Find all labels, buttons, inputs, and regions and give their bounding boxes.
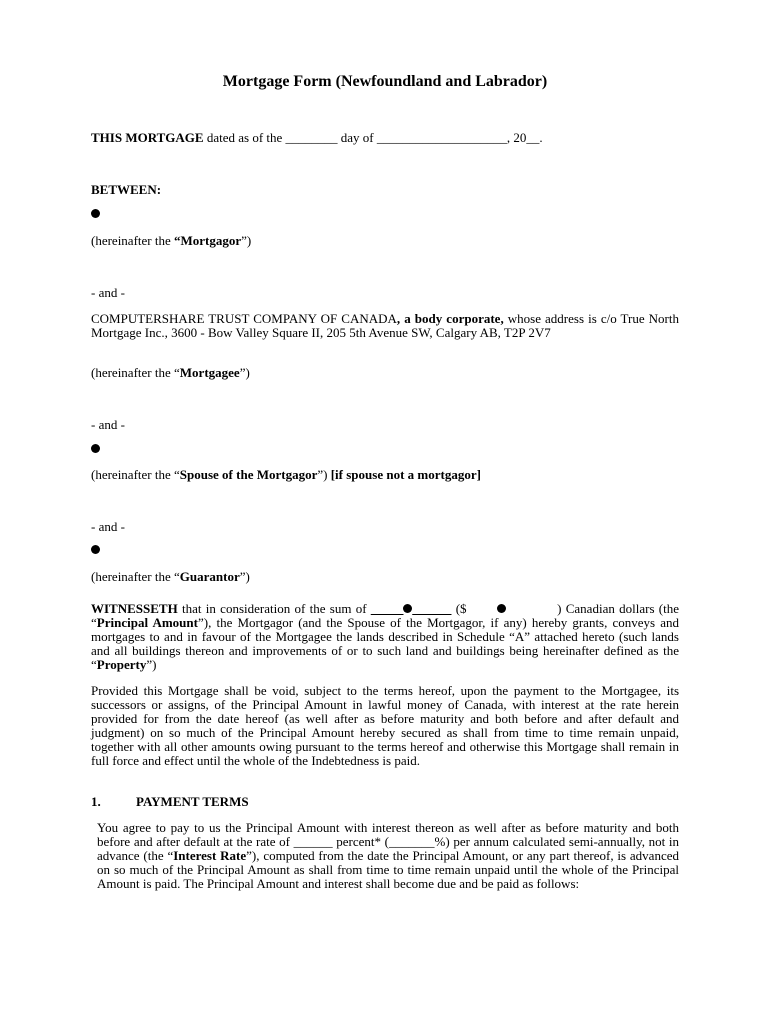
guarantor-ref-pre: (hereinafter the “ <box>91 569 180 584</box>
witnesseth-text-4: ”), the Mortgagor (and the Spouse of the Mortgagor, if any) hereby grants, conveys and mortgages to and in favour of the Mortgagee the lands described in Schedule “A” attached hereto (such lands and all buildings thereon and improvements of or to such land and buildings being hereinafter defined as the “ <box>91 615 679 672</box>
mortgagor-term: “Mortgagor <box>174 233 242 248</box>
guarantor-ref-post: ”) <box>239 569 250 584</box>
amount-figures-placeholder <box>497 604 506 613</box>
intro-lead: THIS MORTGAGE <box>91 130 204 145</box>
payment-terms-text-2: ”), computed from the date the Principal Amount, or any part thereof, is advanced on so much of the Principal Amount as shall from time to time remain unpaid until the whole of the Principal Amount is paid. The Principal Amount and interest shall become due and be paid as follows: <box>97 848 679 891</box>
section-1-heading: PAYMENT TERMS <box>136 794 249 809</box>
spouse-ref-pre: (hereinafter the “ <box>91 467 180 482</box>
guarantor-name-placeholder <box>91 545 100 554</box>
amount-words-blank-right: ______ <box>412 601 452 616</box>
mortgagee-ref-post: ”) <box>239 365 250 380</box>
and-separator-2: - and - <box>91 417 125 432</box>
mortgagor-name-placeholder <box>91 209 100 218</box>
mortgagee-name: COMPUTERSHARE TRUST COMPANY OF CANADA <box>91 311 397 326</box>
witnesseth-lead: WITNESSETH <box>91 601 178 616</box>
guarantor-reference <box>91 570 679 584</box>
section-1-number: 1. <box>91 794 101 809</box>
between-label: BETWEEN: <box>91 182 162 197</box>
mortgagee-ref-pre: (hereinafter the “ <box>91 365 180 380</box>
mortgagor-ref-pre: (hereinafter the <box>91 233 175 248</box>
spouse-reference <box>91 468 679 482</box>
payment-terms-paragraph <box>97 821 679 891</box>
intro-paragraph <box>91 131 679 145</box>
proviso-paragraph: Provided this Mortgage shall be void, subject to the terms hereof, upon the payment to the Mortgagee, its successors or assigns, of the Principal Amount in lawful money of Canada, with interest at the rate herein provided for from the date hereof (as well after as before maturity and both before and after default and judgment) on so much of the Principal Amount hereby secured as shall from time to time remain unpaid, together with all other amounts owing pursuant to the terms hereof and otherwise this Mortgage shall remain in full force and effect until the whole of the Indebtedness is paid. <box>91 683 679 768</box>
spouse-name-placeholder <box>91 444 100 453</box>
mortgagee-address: whose address is c/o True North Mortgage Inc., 3600 - Bow Valley Square II, 205 5th Avenue SW, Calgary AB, T2P 2V7 <box>91 311 679 340</box>
guarantor-term: Guarantor <box>179 569 240 584</box>
mortgagee-paragraph <box>91 312 679 340</box>
witnesseth-text-2: ($ <box>451 601 471 616</box>
witnesseth-paragraph <box>91 602 679 672</box>
spouse-note: [if spouse not a mortgagor] <box>330 467 481 482</box>
witnesseth-text-3: ) Canadian dollars (the “ <box>91 601 680 630</box>
interest-rate-term: Interest Rate <box>173 848 247 863</box>
principal-amount-term: Principal Amount <box>96 615 198 630</box>
amount-words-blank-left: _____ <box>370 601 404 616</box>
mortgagee-descriptor: , a body corporate, <box>396 311 504 326</box>
witnesseth-text-5: ”) <box>146 657 157 672</box>
mortgagee-reference <box>91 366 679 380</box>
spouse-term: Spouse of the Mortgagor <box>179 467 318 482</box>
spouse-ref-post: ”) <box>317 467 331 482</box>
mortgagor-reference <box>91 234 679 248</box>
intro-text: dated as of the ________ day of ____________________, 20__. <box>203 130 543 145</box>
mortgagor-ref-post: ”) <box>241 233 252 248</box>
and-separator-1: - and - <box>91 285 125 300</box>
mortgagee-term: Mortgagee <box>179 365 240 380</box>
payment-terms-text-1: You agree to pay to us the Principal Amount with interest thereon as well after as before maturity and both before and after default at the rate of ______ percent* (_______%) per annum calculated semi-annually, not in advance (the “ <box>97 820 679 863</box>
property-term: Property <box>96 657 147 672</box>
document-title: Mortgage Form (Newfoundland and Labrador) <box>222 73 548 90</box>
and-separator-3: - and - <box>91 519 125 534</box>
witnesseth-text-1: that in consideration of the sum of <box>177 601 371 616</box>
